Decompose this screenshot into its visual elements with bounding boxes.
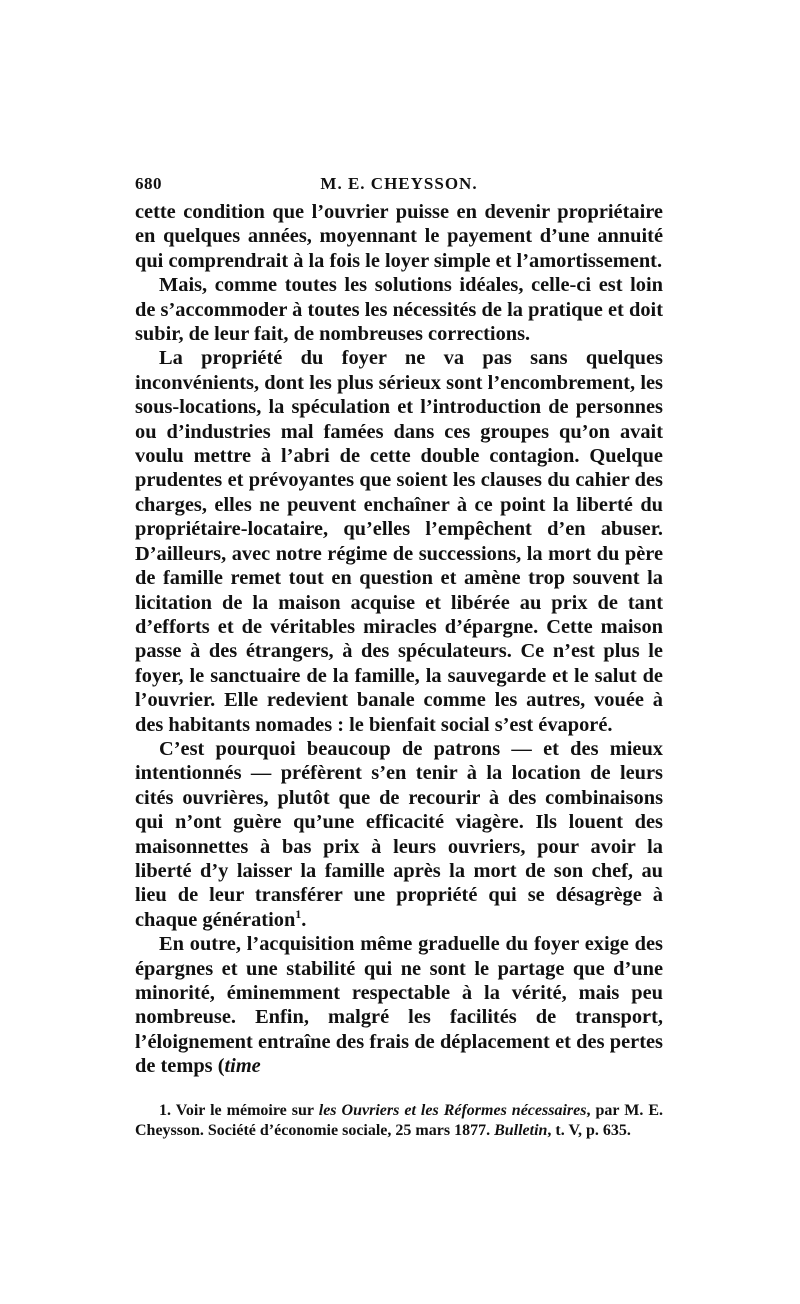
footnote-journal: Bulletin xyxy=(494,1121,548,1139)
paragraph-italic-word: time xyxy=(224,1055,261,1078)
footnote-reference[interactable]: 1 xyxy=(295,906,302,921)
running-head xyxy=(135,170,663,200)
paragraph-text: En outre, l’acquisition même graduelle du foyer exige des épargnes et une stabilité qui ne sont le partage que d’une minorité, éminemment respectable à la vérité, mais peu nombreuse. Enfin, malgré les facilités de transport, l’éloignement entraîne des frais de déplacement et des pertes de temps ( xyxy=(135,933,663,1078)
footnotes xyxy=(135,1101,663,1141)
footnote-lead: Voir le mémoire sur xyxy=(175,1101,314,1119)
book-page xyxy=(135,170,663,1141)
footnote-tail: , t. V, p. 635. xyxy=(547,1121,631,1139)
paragraph xyxy=(135,932,663,1078)
footnote xyxy=(135,1101,663,1141)
paragraph xyxy=(135,200,663,273)
paragraph-punctuation: . xyxy=(301,908,307,931)
paragraph xyxy=(135,737,663,932)
paragraph xyxy=(135,346,663,737)
footnote-middle: , par M. E. Cheysson. Société d’économie sociale, 25 mars 1877. xyxy=(135,1101,663,1139)
page-number: 680 xyxy=(135,174,162,193)
paragraph-text: cette condition que l’ouvrier puisse en devenir propriétaire en quelques années, moyennant le payement d’une annuité qui comprendrait à la fois le loyer simple et l’amortissement. xyxy=(135,201,663,272)
footnote-number: 1. xyxy=(159,1101,171,1119)
paragraph-text: Mais, comme toutes les solutions idéales, celle-ci est loin de s’accommoder à toutes les nécessités de la pratique et doit subir, de leur fait, de nombreuses corrections. xyxy=(135,274,663,346)
paragraph-text: C’est pourquoi beaucoup de patrons — et des mieux intentionnés — préfèrent s’en tenir à la location de leurs cités ouvrières, plutôt que de recourir à des combinaisons qui n’ont guère qu’une efficacité viagère. Ils louent des maisonnettes à bas prix à leurs ouvriers, pour avoir la liberté d’y laisser la famille après la mort de son chef, au lieu de leur transférer une propriété qui se désagrège à chaque génération xyxy=(135,737,663,931)
running-title: M. E. CHEYSSON. xyxy=(320,174,478,193)
footnote-title: les Ouvriers et les Réformes nécessaires xyxy=(318,1101,587,1119)
body-text xyxy=(135,200,663,1079)
paragraph xyxy=(135,273,663,346)
paragraph-text: La propriété du foyer ne va pas sans quelques inconvénients, dont les plus sérieux sont l’encombrement, les sous-locations, la spéculation et l’introduction de personnes ou d’industries mal famées dans ces groupes qu’on avait voulu mettre à l’abri de cette double contagion. Quelque prudentes et prévoyantes que soient les clauses du cahier des charges, elles ne peuvent enchaîner à ce point la liberté du propriétaire-locataire, qu’elles l’empêchent d’en abuser. D’ailleurs, avec notre régime de successions, la mort du père de famille remet tout en question et amène trop souvent la licitation de la maison acquise et libérée au prix de tant d’efforts et de véritables miracles d’épargne. Cette maison passe à des étrangers, à des spéculateurs. Ce n’est plus le foyer, le sanctuaire de la famille, la sauvegarde et le salut de l’ouvrier. Elle redevient banale comme les autres, vouée à des habitants nomades : le bienfait social s’est évaporé. xyxy=(135,347,663,736)
